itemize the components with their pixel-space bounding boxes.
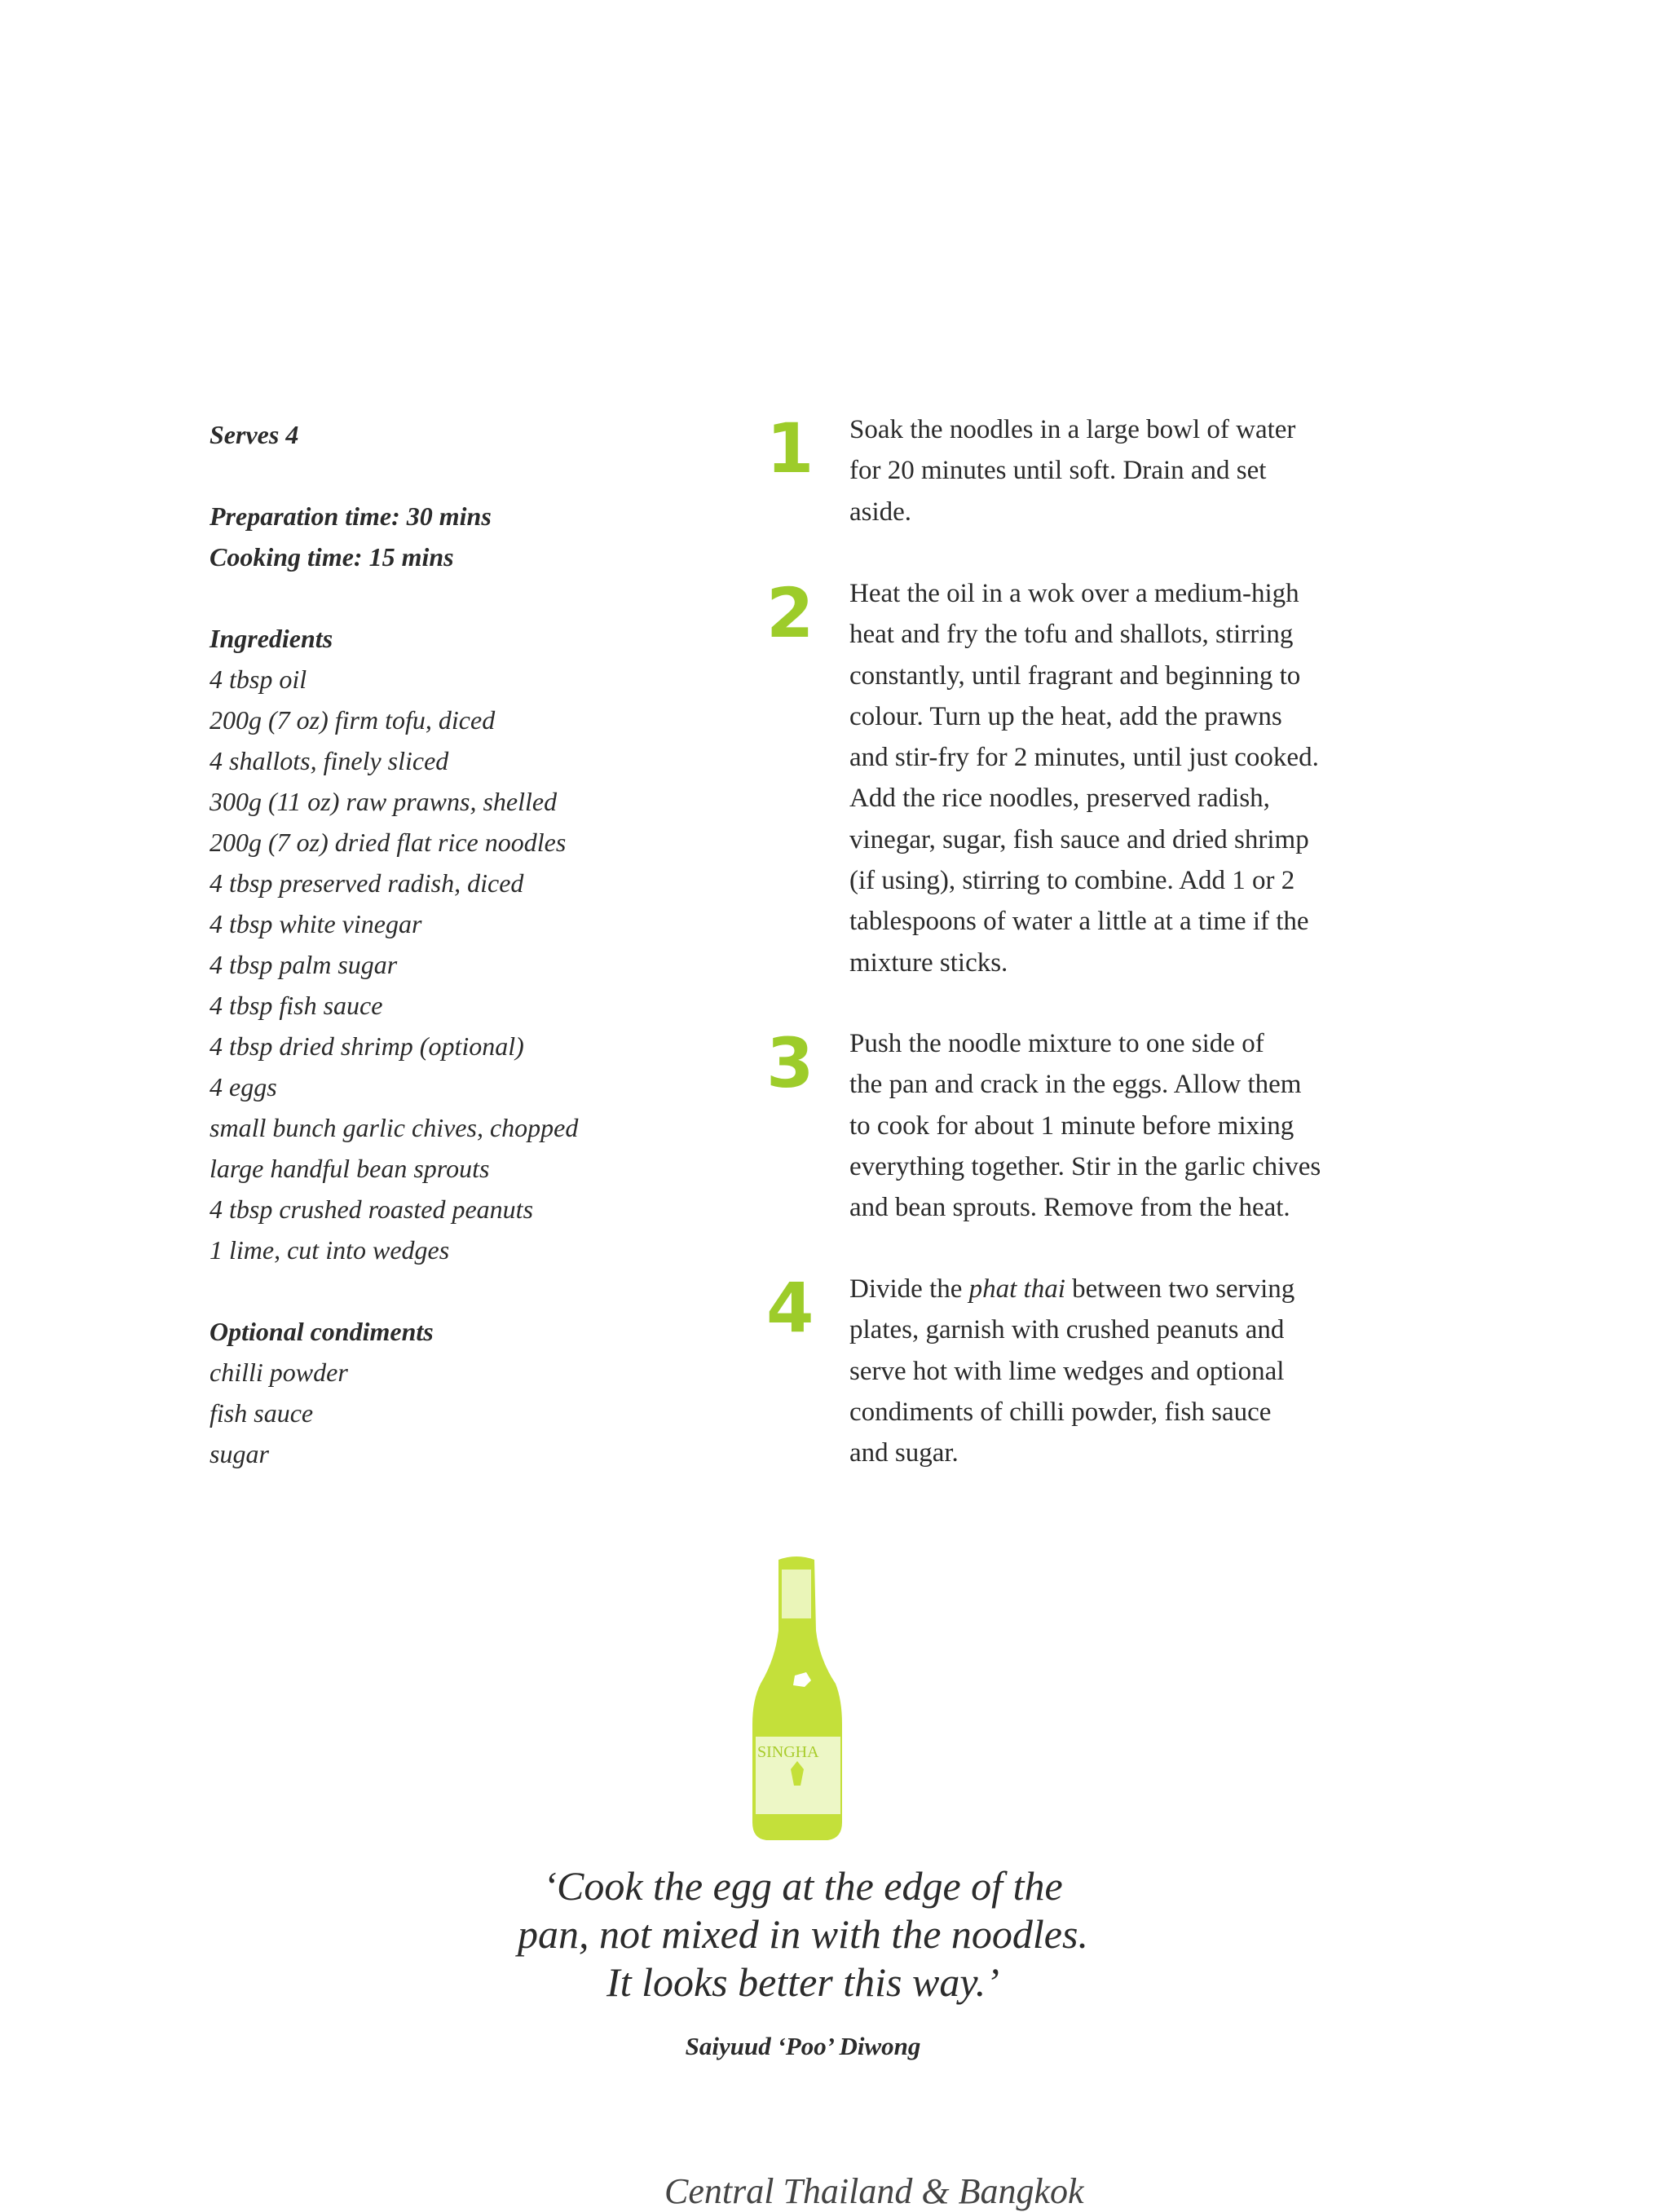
serves: Serves 4 [210, 420, 299, 449]
step-line: Add the rice noodles, preserved radish, [849, 784, 1270, 814]
step-line: constantly, until fragrant and beginning to [849, 660, 1301, 691]
section-footer: Central Thailand & Bangkok [664, 2171, 1084, 2211]
quote-attribution: Saiyuud ‘Poo’ Diwong [685, 2032, 921, 2060]
step-line: mixture sticks. [849, 947, 1008, 978]
bottle-label: SINGHA [757, 1743, 819, 1761]
step-line: and bean sprouts. Remove from the heat. [849, 1193, 1290, 1223]
step-4-text [849, 1269, 1295, 1468]
ingredient-item: small bunch garlic chives, chopped [210, 1113, 579, 1142]
step-line: and sugar. [849, 1438, 959, 1468]
step-line: tablespoons of water a little at a time if the [849, 907, 1309, 937]
step-line: Soak the noodles in a large bowl of water [849, 415, 1296, 444]
ingredients-heading: Ingredients [210, 624, 333, 653]
condiment-item: sugar [210, 1439, 269, 1468]
step-number-2: 2 [766, 573, 814, 653]
beer-bottle-illustration [746, 1553, 848, 1843]
ingredient-item: 200g (7 oz) firm tofu, diced [210, 705, 496, 735]
step-line: Push the noodle mixture to one side of [849, 1029, 1264, 1058]
step-line: for 20 minutes until soft. Drain and set [849, 456, 1267, 486]
quote-line: It looks better this way.’ [606, 1959, 999, 2005]
condiment-item: chilli powder [210, 1358, 348, 1387]
step-number-4: 4 [766, 1268, 814, 1348]
ingredient-item: 200g (7 oz) dried flat rice noodles [210, 828, 567, 857]
step-2-text [849, 573, 1319, 983]
step-line: vinegar, sugar, fish sauce and dried shrimp [849, 824, 1309, 854]
ingredient-item: 4 tbsp crushed roasted peanuts [210, 1194, 534, 1224]
step-line: condiments of chilli powder, fish sauce [849, 1397, 1272, 1427]
condiments-list [210, 1352, 578, 1474]
step-line: (if using), stirring to combine. Add 1 or 2 [849, 866, 1295, 896]
ingredient-item: 4 tbsp preserved radish, diced [210, 868, 524, 898]
dish-name: phat thai [968, 1274, 1065, 1304]
step-line: to cook for about 1 minute before mixing [849, 1110, 1294, 1141]
step-line: plates, garnish with crushed peanuts and [849, 1315, 1285, 1345]
ingredient-item: 4 shallots, finely sliced [210, 746, 449, 775]
cook-time: Cooking time: 15 mins [210, 542, 454, 572]
step-line: heat and fry the tofu and shallots, stirring [849, 620, 1294, 650]
step-line: serve hot with lime wedges and optional [849, 1356, 1285, 1386]
step-line: everything together. Stir in the garlic chives [849, 1151, 1321, 1181]
ingredient-item: 4 tbsp palm sugar [210, 950, 398, 979]
condiments-heading: Optional condiments [210, 1317, 434, 1346]
ingredient-item: 4 tbsp white vinegar [210, 909, 422, 938]
ingredient-item: large handful bean sprouts [210, 1154, 490, 1183]
quote-line: ‘Cook the egg at the edge of the [543, 1863, 1063, 1909]
quote [0, 1862, 1606, 2007]
step-number-1: 1 [766, 408, 814, 488]
ingredient-item: 4 tbsp oil [210, 664, 307, 694]
step-number-3: 3 [766, 1023, 814, 1103]
prep-time: Preparation time: 30 mins [210, 501, 492, 531]
quote-line: pan, not mixed in with the noodles. [518, 1911, 1088, 1957]
ingredient-item: 4 eggs [210, 1072, 277, 1102]
step-line: colour. Turn up the heat, add the prawns [849, 701, 1282, 731]
step-3-text [849, 1023, 1321, 1228]
step-4-text-part: between two serving [1065, 1274, 1295, 1304]
step-line: the pan and crack in the eggs. Allow them [849, 1070, 1302, 1100]
step-line: aside. [849, 497, 912, 527]
step-4-line [849, 1269, 1294, 1309]
recipe-info [210, 414, 578, 1474]
ingredient-item: 1 lime, cut into wedges [210, 1235, 450, 1265]
condiment-item: fish sauce [210, 1398, 314, 1428]
step-4-text-part: Divide the [849, 1274, 969, 1304]
ingredient-item: 4 tbsp fish sauce [210, 991, 383, 1020]
step-1-text [849, 409, 1295, 532]
step-line: Heat the oil in a wok over a medium-high [849, 579, 1299, 608]
ingredient-item: 300g (11 oz) raw prawns, shelled [210, 787, 558, 816]
step-line: and stir-fry for 2 minutes, until just cooked. [849, 743, 1319, 773]
ingredient-item: 4 tbsp dried shrimp (optional) [210, 1031, 524, 1061]
ingredients-list [210, 659, 578, 1270]
